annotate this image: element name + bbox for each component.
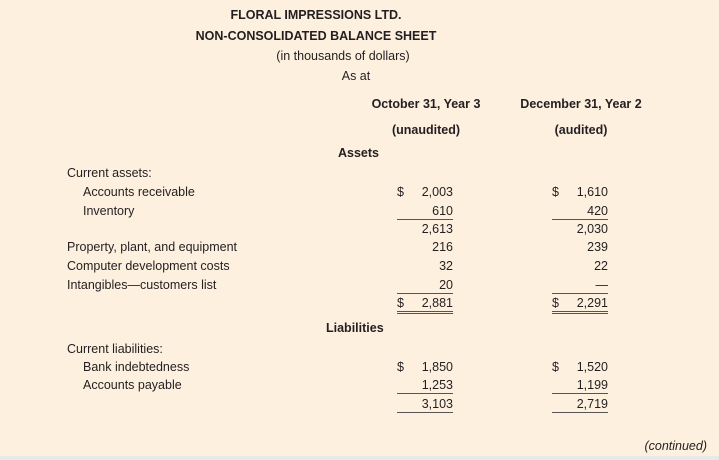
row-label: Intangibles—customers list bbox=[67, 278, 217, 292]
row-label: Accounts receivable bbox=[83, 185, 195, 199]
amount-value: 1,610 bbox=[576, 185, 608, 199]
as-at-label: As at bbox=[341, 69, 371, 83]
amount-value: 22 bbox=[594, 259, 608, 273]
column-1-amount bbox=[397, 277, 453, 294]
column-1-amount bbox=[397, 359, 453, 375]
column-1-amount bbox=[397, 295, 453, 314]
dollar-sign: $ bbox=[552, 185, 559, 199]
column-2-amount bbox=[552, 396, 608, 413]
column-1-amount bbox=[397, 239, 453, 255]
column-2-amount bbox=[552, 258, 608, 274]
amount-value: — bbox=[595, 278, 608, 292]
amount-value: 2,291 bbox=[576, 296, 608, 310]
row-label: Accounts payable bbox=[83, 378, 182, 392]
amount-value: 2,030 bbox=[576, 222, 608, 236]
column-2-amount bbox=[552, 359, 608, 375]
column-1-note: (unaudited) bbox=[391, 123, 461, 137]
current-liabilities-label: Current liabilities: bbox=[67, 342, 163, 356]
column-1-date: October 31, Year 3 bbox=[371, 97, 481, 111]
company-name: FLORAL IMPRESSIONS LTD. bbox=[230, 8, 402, 22]
column-2-date: December 31, Year 2 bbox=[520, 97, 642, 111]
column-1-amount bbox=[397, 396, 453, 413]
column-2-amount bbox=[552, 377, 608, 394]
amount-value: 610 bbox=[432, 204, 453, 218]
dollar-sign: $ bbox=[552, 360, 559, 374]
dollar-sign: $ bbox=[397, 296, 404, 310]
amount-value: 2,881 bbox=[421, 296, 453, 310]
column-1-amount bbox=[397, 221, 453, 237]
amount-value: 3,103 bbox=[421, 397, 453, 411]
column-2-amount bbox=[552, 239, 608, 255]
amount-value: 216 bbox=[432, 240, 453, 254]
units-note: (in thousands of dollars) bbox=[276, 49, 410, 63]
column-2-amount bbox=[552, 184, 608, 200]
amount-value: 239 bbox=[587, 240, 608, 254]
amount-value: 1,253 bbox=[421, 378, 453, 392]
column-2-amount bbox=[552, 221, 608, 237]
column-2-amount bbox=[552, 277, 608, 294]
dollar-sign: $ bbox=[397, 185, 404, 199]
row-label: Computer development costs bbox=[67, 259, 230, 273]
column-2-note: (audited) bbox=[554, 123, 608, 137]
liabilities-heading: Liabilities bbox=[326, 321, 384, 335]
dollar-sign: $ bbox=[552, 296, 559, 310]
row-label: Property, plant, and equipment bbox=[67, 240, 238, 254]
column-1-amount bbox=[397, 258, 453, 274]
amount-value: 1,520 bbox=[576, 360, 608, 374]
column-1-amount bbox=[397, 377, 453, 394]
amount-value: 2,719 bbox=[576, 397, 608, 411]
column-1-amount bbox=[397, 184, 453, 200]
current-assets-label: Current assets: bbox=[67, 166, 152, 180]
row-label: Inventory bbox=[83, 204, 135, 218]
dollar-sign: $ bbox=[397, 360, 404, 374]
column-2-amount bbox=[552, 295, 608, 314]
row-label: Bank indebtedness bbox=[83, 360, 190, 374]
amount-value: 2,003 bbox=[421, 185, 453, 199]
assets-heading: Assets bbox=[338, 146, 379, 160]
amount-value: 32 bbox=[439, 259, 453, 273]
amount-value: 2,613 bbox=[421, 222, 453, 236]
continued-note: (continued) bbox=[644, 439, 707, 453]
column-2-amount bbox=[552, 203, 608, 220]
amount-value: 1,199 bbox=[576, 378, 608, 392]
column-1-amount bbox=[397, 203, 453, 220]
amount-value: 420 bbox=[587, 204, 608, 218]
amount-value: 1,850 bbox=[421, 360, 453, 374]
amount-value: 20 bbox=[439, 278, 453, 292]
statement-title: NON-CONSOLIDATED BALANCE SHEET bbox=[195, 29, 437, 43]
